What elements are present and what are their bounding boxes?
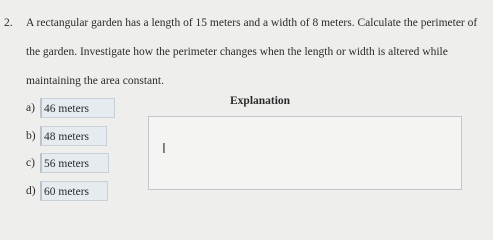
option-b[interactable] (26, 125, 115, 147)
option-a[interactable] (26, 97, 115, 119)
answer-options (26, 97, 115, 207)
question-text-3: maintaining the area constant. (26, 75, 164, 87)
option-b-button[interactable]: 48 meters (40, 126, 107, 146)
option-a-button[interactable]: 46 meters (40, 98, 115, 118)
explanation-input[interactable] (148, 116, 462, 190)
question-text-2: the garden. Investigate how the perimeter changes when the length or width is altered while (26, 46, 448, 58)
option-letter-d: d) (26, 184, 36, 197)
option-letter-c: c) (26, 157, 35, 169)
explanation-heading: Explanation (230, 95, 291, 107)
option-d[interactable] (26, 180, 115, 202)
option-c[interactable] (26, 152, 115, 174)
option-letter-a: a) (26, 102, 35, 114)
question-text-1: A rectangular garden has a length of 15 meters and a width of 8 meters. Calculate the perimeter of (26, 17, 478, 29)
question-block (4, 9, 488, 96)
text-cursor-icon: I (162, 142, 166, 157)
option-d-button[interactable]: 60 meters (40, 181, 108, 201)
option-c-button[interactable]: 56 meters (40, 153, 109, 173)
question-line-1 (4, 9, 488, 38)
option-letter-b: b) (26, 129, 36, 142)
question-number: 2. (4, 17, 13, 29)
